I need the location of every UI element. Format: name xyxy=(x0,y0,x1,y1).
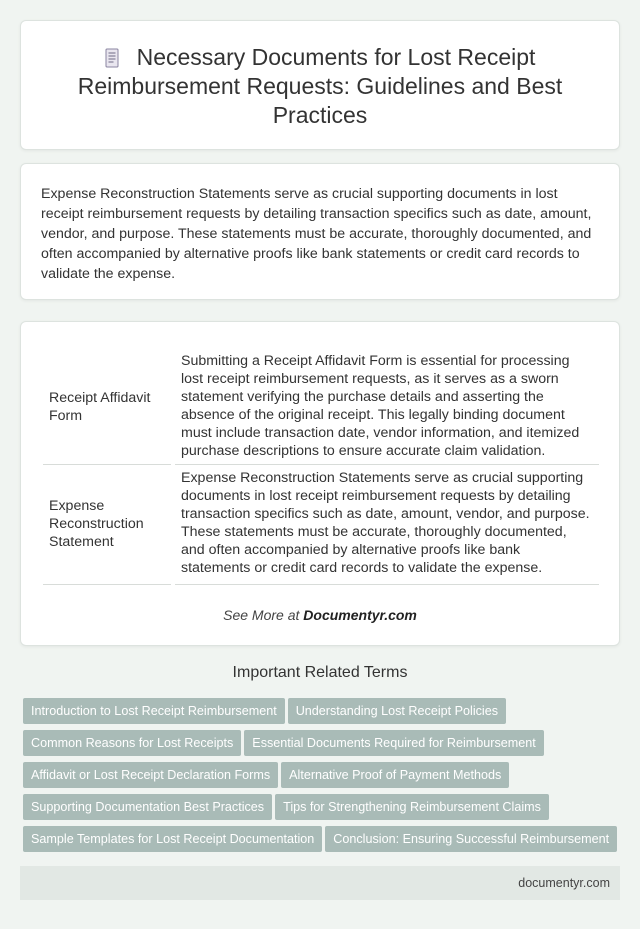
table-term: Receipt Affidavit Form xyxy=(43,350,171,464)
related-terms-tags xyxy=(23,698,623,858)
tag-row xyxy=(23,762,623,794)
related-term-tag[interactable]: Essential Documents Required for Reimbursement xyxy=(244,730,543,756)
related-term-tag[interactable]: Common Reasons for Lost Receipts xyxy=(23,730,241,756)
intro-text: Expense Reconstruction Statements serve as crucial supporting documents in lost receipt reimbursement requests by detailing transaction specifics such as date, amount, vendor, and purpose. These statements must be accurate, thoroughly documented, and often accompanied by alternative proofs like bank statements or credit card records to validate the expense. xyxy=(41,186,592,282)
page-title-text: Necessary Documents for Lost Receipt Reimbursement Requests: Guidelines and Best Practices xyxy=(77,44,563,128)
related-term-tag[interactable]: Introduction to Lost Receipt Reimbursement xyxy=(23,698,285,724)
documents-table-card xyxy=(20,321,620,646)
table-term: Expense Reconstruction Statement xyxy=(43,464,171,584)
related-term-tag[interactable]: Supporting Documentation Best Practices xyxy=(23,794,272,820)
tag-row xyxy=(23,794,623,826)
related-term-tag[interactable]: Tips for Strengthening Reimbursement Claims xyxy=(275,794,549,820)
related-term-tag[interactable]: Understanding Lost Receipt Policies xyxy=(288,698,506,724)
tag-row xyxy=(23,698,623,730)
documents-table xyxy=(43,350,599,585)
footer xyxy=(20,866,620,900)
see-more xyxy=(43,607,597,623)
table-description: Expense Reconstruction Statements serve as crucial supporting documents in lost receipt reimbursement requests by detailing transaction specifics such as date, amount, vendor, and purpose. These statements must be accurate, thoroughly documented, and often accompanied by alternative proofs like bank statements or credit card records to validate the expense. xyxy=(175,464,599,584)
receipt-icon xyxy=(105,46,119,66)
tag-row xyxy=(23,730,623,762)
related-term-tag[interactable]: Conclusion: Ensuring Successful Reimbursement xyxy=(325,826,617,852)
related-term-tag[interactable]: Affidavit or Lost Receipt Declaration Forms xyxy=(23,762,278,788)
see-more-link[interactable]: Documentyr.com xyxy=(303,606,417,623)
intro-card xyxy=(20,163,620,300)
table-description: Submitting a Receipt Affidavit Form is essential for processing lost receipt reimbursement requests, as it serves as a sworn statement verifying the purchase details and asserting the absence of the original receipt. This legally binding document must include transaction date, vendor information, and itemized purchase descriptions to ensure accurate claim validation. xyxy=(175,350,599,464)
title-card xyxy=(20,20,620,150)
related-term-tag[interactable]: Sample Templates for Lost Receipt Documentation xyxy=(23,826,322,852)
related-terms-heading: Important Related Terms xyxy=(232,664,408,681)
table-row xyxy=(43,350,599,464)
tag-row xyxy=(23,826,623,858)
footer-site[interactable]: documentyr.com xyxy=(518,876,610,890)
page-title xyxy=(49,43,591,130)
table-row xyxy=(43,464,599,584)
related-term-tag[interactable]: Alternative Proof of Payment Methods xyxy=(281,762,509,788)
see-more-prefix: See More at xyxy=(223,606,304,623)
